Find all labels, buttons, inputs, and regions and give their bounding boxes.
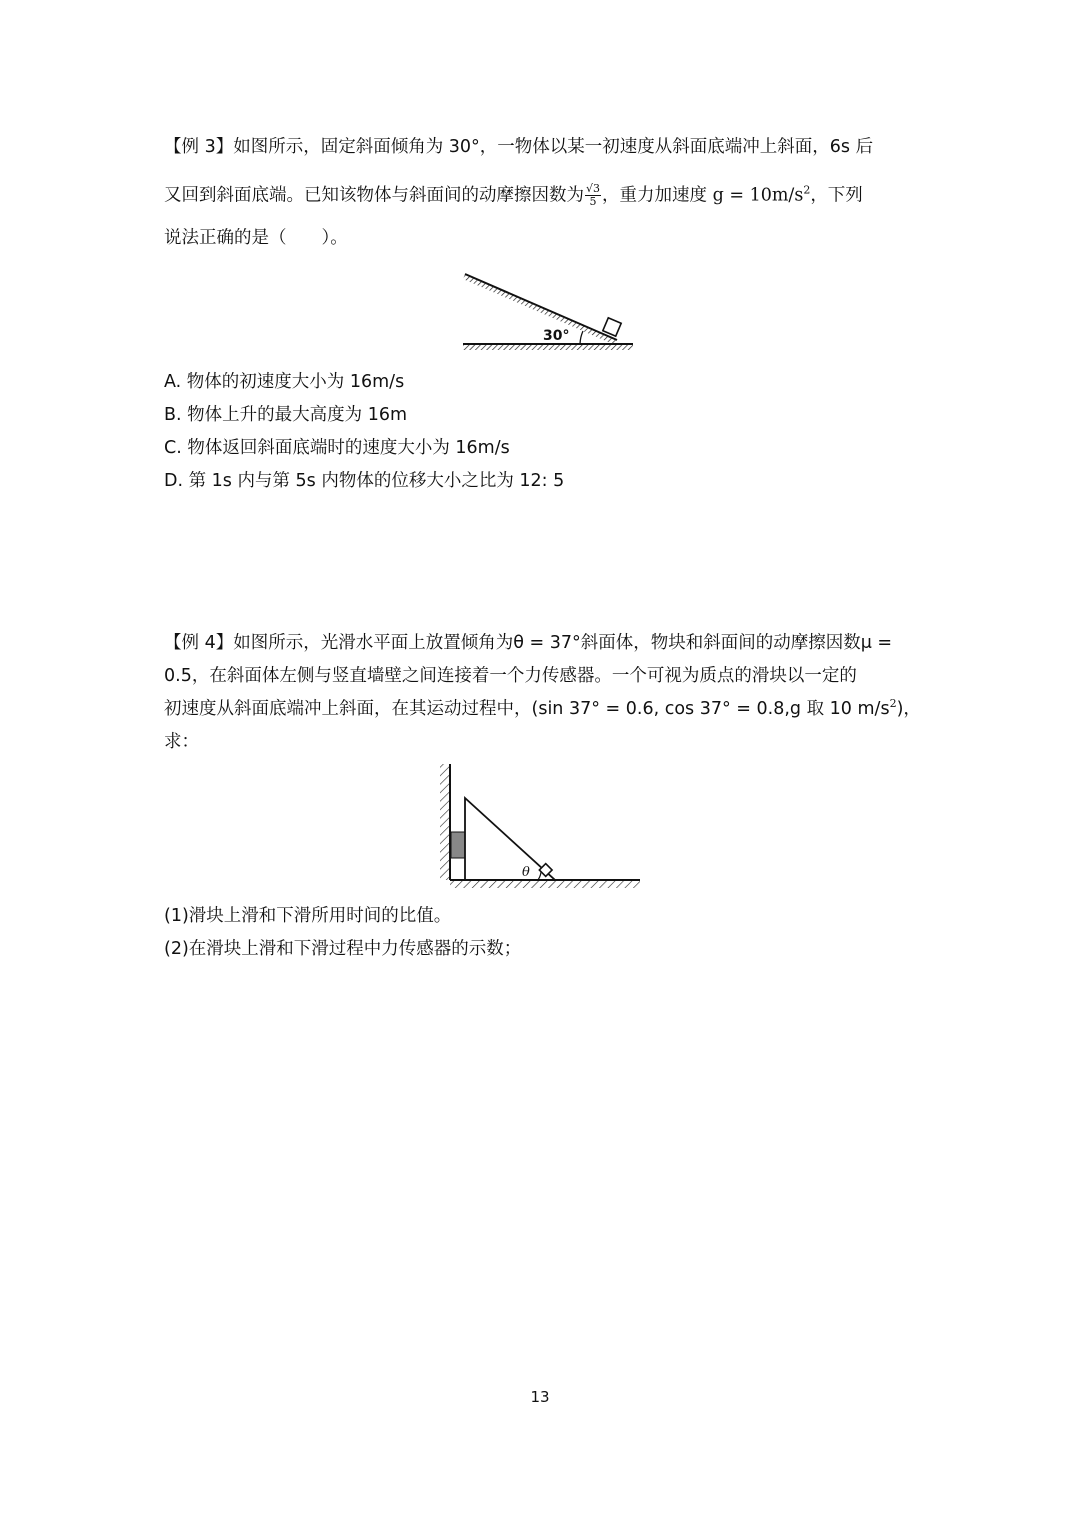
fraction-denominator: 5 — [589, 195, 597, 208]
example3-line1: 【例 3】如图所示，固定斜面倾角为 30°，一物体以某一初速度从斜面底端冲上斜面，6s 后 — [164, 137, 874, 157]
example4-line3-after: )， — [896, 699, 921, 719]
floor — [450, 880, 640, 888]
example4-line3 — [164, 697, 921, 721]
incline-plank — [463, 274, 617, 345]
friction-fraction — [585, 183, 601, 208]
wedge-wall-figure — [430, 760, 645, 892]
question-1: (1)滑块上滑和下滑所用时间的比值。 — [164, 906, 452, 926]
block — [603, 318, 621, 336]
example4-line2: 0.5，在斜面体左侧与竖直墙壁之间连接着一个力传感器。一个可视为质点的滑块以一定的 — [164, 666, 857, 686]
option-b: B. 物体上升的最大高度为 16m — [164, 405, 408, 425]
example3-line2 — [164, 183, 863, 208]
example4-superscript: 2 — [889, 697, 897, 710]
force-sensor — [451, 832, 465, 858]
incline-30-figure — [455, 268, 635, 358]
question-2: (2)在滑块上滑和下滑过程中力传感器的示数； — [164, 939, 522, 959]
example3-line2-mid: ，重力加速度 g = 10m/s — [602, 185, 804, 206]
example3-line3: 说法正确的是（ ）。 — [164, 228, 348, 248]
option-c: C. 物体返回斜面底端时的速度大小为 16m/s — [164, 438, 510, 458]
example4-line1: 【例 4】如图所示，光滑水平面上放置倾角为θ = 37°斜面体，物块和斜面间的动摩擦因数μ = — [164, 633, 893, 653]
page-number: 13 — [530, 1388, 550, 1406]
theta-label: θ — [522, 865, 530, 880]
fraction-numerator: √3 — [586, 182, 601, 195]
example3-line2-before: 又回到斜面底端。已知该物体与斜面间的动摩擦因数为 — [164, 185, 584, 206]
example4-line3-before: 初速度从斜面底端冲上斜面，在其运动过程中，(sin 37° = 0.6, cos 37° = 0.8,g 取 10 m/s — [164, 699, 890, 719]
example3-superscript: 2 — [803, 183, 811, 197]
option-d: D. 第 1s 内与第 5s 内物体的位移大小之比为 12: 5 — [164, 471, 565, 491]
vertical-wall — [440, 764, 450, 880]
example4-line4: 求： — [164, 732, 199, 752]
example3-line2-after: ，下列 — [810, 185, 863, 206]
angle-label-30: 30° — [543, 328, 570, 344]
angle-arc — [580, 331, 583, 344]
option-a: A. 物体的初速度大小为 16m/s — [164, 372, 405, 392]
ground-line — [463, 344, 633, 350]
